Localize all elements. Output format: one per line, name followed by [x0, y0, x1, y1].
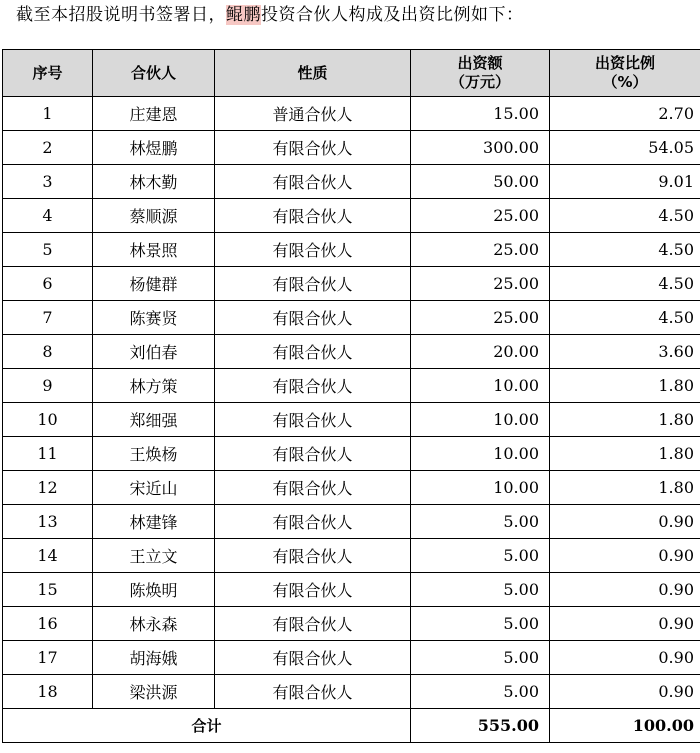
cell-amount: 25.00	[411, 233, 550, 267]
cell-seq: 4	[3, 199, 93, 233]
cell-ratio: 4.50	[550, 233, 700, 267]
header-partner: 合伙人	[93, 50, 215, 97]
cell-amount: 25.00	[411, 267, 550, 301]
cell-nature: 有限合伙人	[215, 539, 411, 573]
table-row	[3, 369, 700, 403]
cell-partner: 林煜鹏	[93, 131, 215, 165]
table-row	[3, 131, 700, 165]
cell-nature: 有限合伙人	[215, 233, 411, 267]
cell-nature: 有限合伙人	[215, 369, 411, 403]
cell-nature: 有限合伙人	[215, 301, 411, 335]
cell-partner: 王焕杨	[93, 437, 215, 471]
cell-nature: 有限合伙人	[215, 641, 411, 675]
cell-ratio: 4.50	[550, 301, 700, 335]
header-nature: 性质	[215, 50, 411, 97]
cell-amount: 10.00	[411, 437, 550, 471]
cell-seq: 10	[3, 403, 93, 437]
cell-nature: 有限合伙人	[215, 573, 411, 607]
cell-seq: 1	[3, 97, 93, 131]
table-row	[3, 675, 700, 709]
cell-amount: 10.00	[411, 403, 550, 437]
cell-seq: 6	[3, 267, 93, 301]
header-ratio	[550, 50, 700, 97]
cell-nature: 有限合伙人	[215, 437, 411, 471]
cell-nature: 有限合伙人	[215, 403, 411, 437]
intro-sentence	[16, 3, 524, 27]
table-row	[3, 267, 700, 301]
cell-seq: 12	[3, 471, 93, 505]
cell-ratio: 3.60	[550, 335, 700, 369]
cell-partner: 王立文	[93, 539, 215, 573]
cell-amount: 5.00	[411, 505, 550, 539]
cell-partner: 蔡顺源	[93, 199, 215, 233]
cell-nature: 有限合伙人	[215, 471, 411, 505]
cell-nature: 有限合伙人	[215, 267, 411, 301]
table-row	[3, 607, 700, 641]
cell-ratio: 2.70	[550, 97, 700, 131]
cell-amount: 15.00	[411, 97, 550, 131]
cell-nature: 有限合伙人	[215, 505, 411, 539]
cell-amount: 10.00	[411, 369, 550, 403]
cell-amount: 5.00	[411, 539, 550, 573]
cell-amount: 5.00	[411, 641, 550, 675]
cell-amount: 5.00	[411, 573, 550, 607]
cell-ratio: 1.80	[550, 471, 700, 505]
cell-seq: 5	[3, 233, 93, 267]
cell-amount: 20.00	[411, 335, 550, 369]
cell-partner: 胡海娥	[93, 641, 215, 675]
cell-amount: 25.00	[411, 301, 550, 335]
cell-partner: 林木勤	[93, 165, 215, 199]
total-amount: 555.00	[411, 709, 550, 743]
cell-ratio: 0.90	[550, 539, 700, 573]
header-amount	[411, 50, 550, 97]
header-ratio-line2: （%）	[602, 73, 648, 91]
cell-seq: 13	[3, 505, 93, 539]
cell-nature: 有限合伙人	[215, 335, 411, 369]
cell-ratio: 54.05	[550, 131, 700, 165]
cell-seq: 15	[3, 573, 93, 607]
cell-nature: 有限合伙人	[215, 131, 411, 165]
cell-amount: 50.00	[411, 165, 550, 199]
cell-partner: 陈焕明	[93, 573, 215, 607]
cell-partner: 林建锋	[93, 505, 215, 539]
cell-ratio: 4.50	[550, 267, 700, 301]
cell-seq: 11	[3, 437, 93, 471]
intro-text-after: 投资合伙人构成及出资比例如下：	[261, 5, 524, 25]
table-row	[3, 505, 700, 539]
table-row	[3, 641, 700, 675]
header-amount-line1: 出资额	[457, 54, 503, 72]
table-row	[3, 97, 700, 131]
cell-seq: 14	[3, 539, 93, 573]
intro-text-before: 截至本招股说明书签署日，	[16, 5, 226, 25]
total-label: 合计	[3, 709, 411, 743]
cell-partner: 刘伯春	[93, 335, 215, 369]
cell-ratio: 0.90	[550, 641, 700, 675]
cell-ratio: 1.80	[550, 437, 700, 471]
cell-amount: 300.00	[411, 131, 550, 165]
cell-ratio: 9.01	[550, 165, 700, 199]
table-row	[3, 233, 700, 267]
cell-partner: 梁洪源	[93, 675, 215, 709]
cell-partner: 林景照	[93, 233, 215, 267]
table-row	[3, 199, 700, 233]
cell-amount: 5.00	[411, 675, 550, 709]
cell-ratio: 0.90	[550, 607, 700, 641]
cell-nature: 有限合伙人	[215, 165, 411, 199]
cell-partner: 宋近山	[93, 471, 215, 505]
cell-nature: 有限合伙人	[215, 607, 411, 641]
header-amount-line2: （万元）	[449, 73, 510, 91]
cell-amount: 10.00	[411, 471, 550, 505]
cell-partner: 林永森	[93, 607, 215, 641]
table-row	[3, 437, 700, 471]
cell-seq: 7	[3, 301, 93, 335]
cell-nature: 有限合伙人	[215, 199, 411, 233]
partner-contribution-table	[2, 49, 700, 743]
cell-ratio: 0.90	[550, 573, 700, 607]
table-row	[3, 335, 700, 369]
table-row	[3, 165, 700, 199]
cell-partner: 杨健群	[93, 267, 215, 301]
cell-ratio: 0.90	[550, 505, 700, 539]
cell-ratio: 0.90	[550, 675, 700, 709]
table-header-row	[3, 50, 700, 97]
cell-nature: 有限合伙人	[215, 675, 411, 709]
cell-seq: 18	[3, 675, 93, 709]
cell-ratio: 1.80	[550, 369, 700, 403]
cell-ratio: 4.50	[550, 199, 700, 233]
table-row	[3, 301, 700, 335]
total-row	[3, 709, 700, 743]
cell-partner: 陈赛贤	[93, 301, 215, 335]
cell-seq: 3	[3, 165, 93, 199]
cell-amount: 5.00	[411, 607, 550, 641]
cell-ratio: 1.80	[550, 403, 700, 437]
table-row	[3, 573, 700, 607]
highlighted-term: 鲲鹏	[226, 5, 261, 25]
cell-amount: 25.00	[411, 199, 550, 233]
table-row	[3, 539, 700, 573]
cell-seq: 17	[3, 641, 93, 675]
cell-seq: 16	[3, 607, 93, 641]
cell-partner: 郑细强	[93, 403, 215, 437]
cell-seq: 8	[3, 335, 93, 369]
table-row	[3, 403, 700, 437]
cell-seq: 2	[3, 131, 93, 165]
header-seq: 序号	[3, 50, 93, 97]
cell-nature: 普通合伙人	[215, 97, 411, 131]
cell-partner: 林方策	[93, 369, 215, 403]
header-ratio-line1: 出资比例	[594, 54, 655, 72]
total-ratio: 100.00	[550, 709, 700, 743]
table-row	[3, 471, 700, 505]
cell-seq: 9	[3, 369, 93, 403]
cell-partner: 庄建恩	[93, 97, 215, 131]
